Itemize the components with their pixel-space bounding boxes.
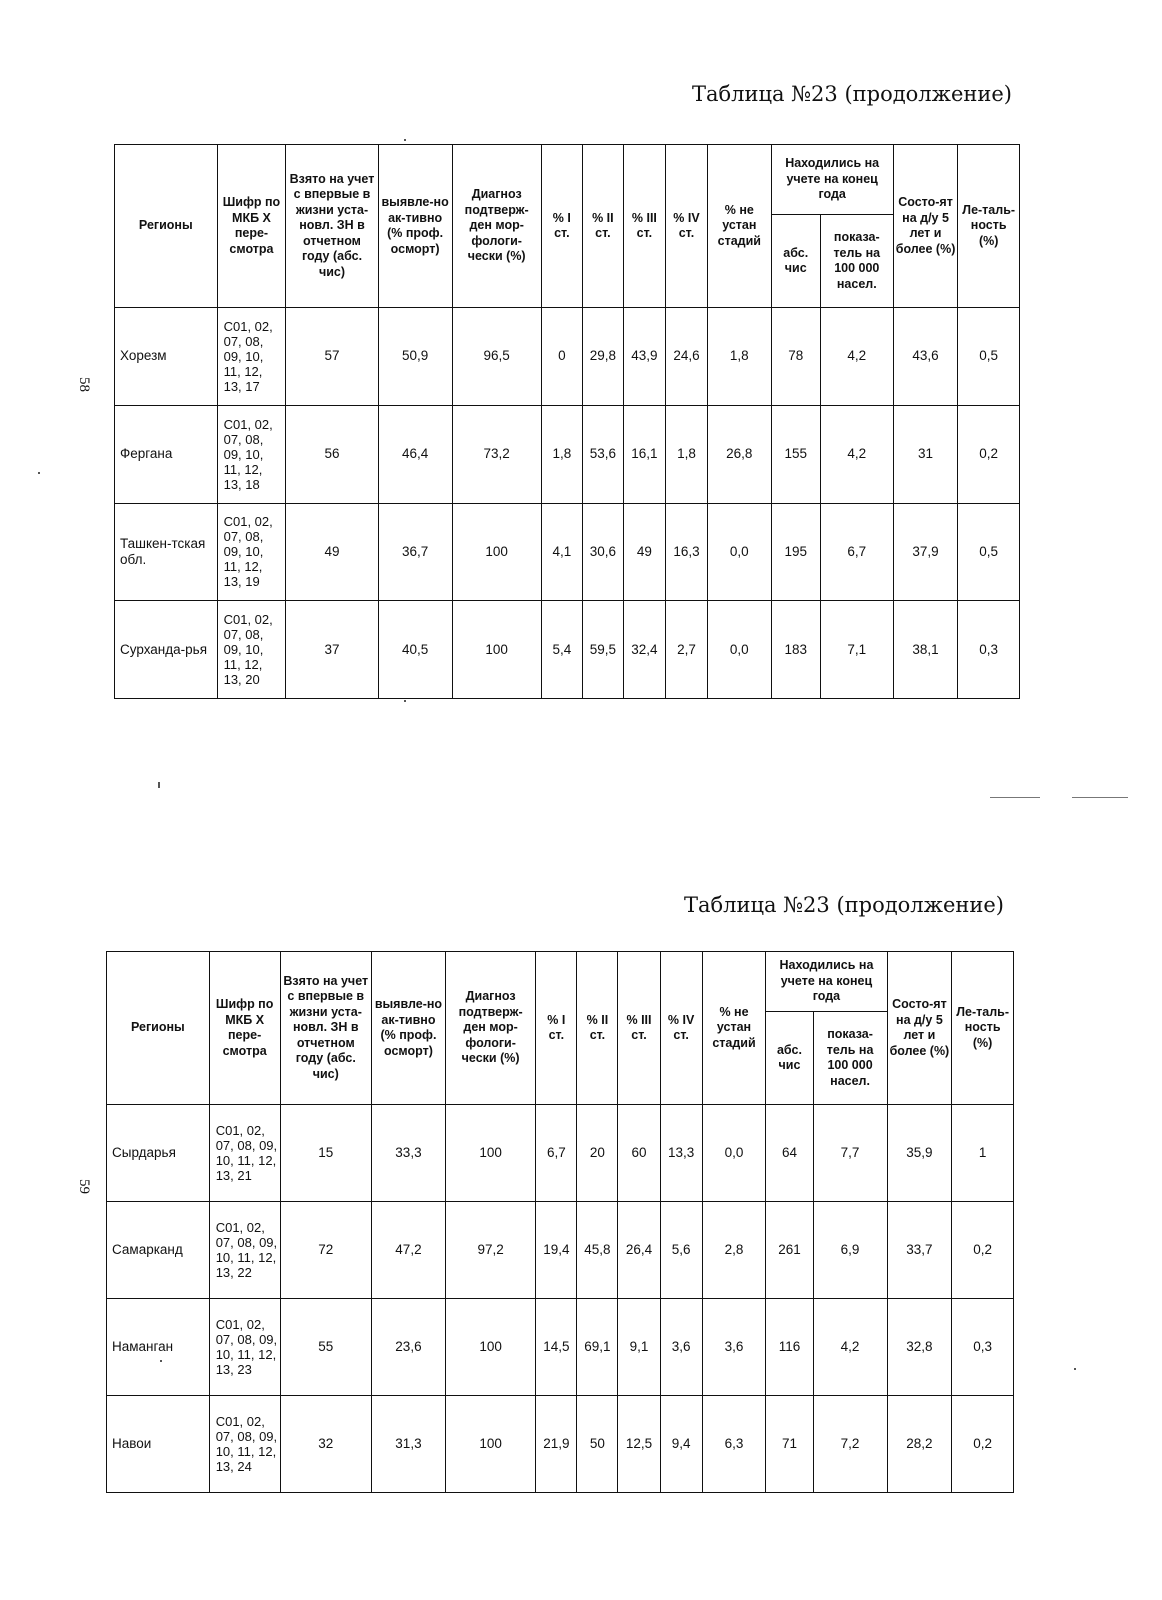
page-number-58: 58	[76, 377, 92, 392]
stage-2-cell: 30,6	[582, 503, 623, 601]
region-cell: Наманган	[107, 1299, 210, 1396]
header-code: Шифр по МКБ Х пере-смотра	[217, 145, 286, 308]
unstaged-cell: 0,0	[702, 1105, 766, 1202]
header-unstaged: % не устан стадий	[702, 952, 766, 1105]
stage-2-cell: 45,8	[577, 1202, 618, 1299]
stage-1-cell: 21,9	[536, 1396, 577, 1493]
stage-3-cell: 16,1	[623, 405, 665, 503]
header-registered-abs: абс. чис	[771, 215, 820, 308]
taken-cell: 55	[280, 1299, 371, 1396]
registered-abs-cell: 155	[771, 405, 820, 503]
taken-cell: 72	[280, 1202, 371, 1299]
header-region: Регионы	[115, 145, 218, 308]
taken-cell: 32	[280, 1396, 371, 1493]
stage-4-cell: 13,3	[660, 1105, 702, 1202]
registered-rate-cell: 4,2	[820, 405, 893, 503]
unstaged-cell: 26,8	[708, 405, 772, 503]
header-stage-2: % II ст.	[577, 952, 618, 1105]
registered-rate-cell: 6,9	[813, 1202, 887, 1299]
registered-abs-cell: 71	[766, 1396, 813, 1493]
stage-3-cell: 26,4	[618, 1202, 660, 1299]
region-cell: Самарканд	[107, 1202, 210, 1299]
stage-1-cell: 1,8	[541, 405, 582, 503]
morph-cell: 100	[445, 1105, 535, 1202]
active-cell: 46,4	[378, 405, 452, 503]
registered-abs-cell: 261	[766, 1202, 813, 1299]
region-cell: Сурханда-рья	[115, 601, 218, 699]
icd-code-cell: C01, 02, 07, 08, 09, 10, 11, 12, 13, 23	[209, 1299, 280, 1396]
header-five-year: Состо-ят на д/у 5 лет и более (%)	[893, 145, 958, 308]
lethality-cell: 0,2	[952, 1396, 1014, 1493]
five-year-cell: 38,1	[893, 601, 958, 699]
five-year-cell: 33,7	[887, 1202, 952, 1299]
stage-2-cell: 53,6	[582, 405, 623, 503]
stage-2-cell: 20	[577, 1105, 618, 1202]
stage-4-cell: 24,6	[665, 308, 707, 406]
stage-1-cell: 0	[541, 308, 582, 406]
stage-3-cell: 12,5	[618, 1396, 660, 1493]
table-row	[115, 308, 1020, 406]
icd-code-cell: C01, 02, 07, 08, 09, 10, 11, 12, 13, 21	[209, 1105, 280, 1202]
unstaged-cell: 3,6	[702, 1299, 766, 1396]
header-unstaged: % не устан стадий	[708, 145, 772, 308]
taken-cell: 57	[286, 308, 378, 406]
morph-cell: 97,2	[445, 1202, 535, 1299]
icd-code-cell: C01, 02, 07, 08, 09, 10, 11, 12, 13, 24	[209, 1396, 280, 1493]
table-caption-bottom: Таблица №23 (продолжение)	[683, 893, 1004, 917]
table-row	[115, 405, 1020, 503]
active-cell: 40,5	[378, 601, 452, 699]
header-taken: Взято на учет с впервые в жизни уста-новл. ЗН в отчетном году (абс. чис)	[286, 145, 378, 308]
active-cell: 31,3	[371, 1396, 445, 1493]
unstaged-cell: 0,0	[708, 503, 772, 601]
stage-4-cell: 2,7	[665, 601, 707, 699]
header-lethality: Ле-таль-ность (%)	[952, 952, 1014, 1105]
unstaged-cell: 2,8	[702, 1202, 766, 1299]
stage-3-cell: 32,4	[623, 601, 665, 699]
morph-cell: 100	[452, 503, 541, 601]
unstaged-cell: 1,8	[708, 308, 772, 406]
header-region: Регионы	[107, 952, 210, 1105]
icd-code-cell: C01, 02, 07, 08, 09, 10, 11, 12, 13, 17	[217, 308, 286, 406]
morph-cell: 100	[445, 1396, 535, 1493]
region-cell: Навои	[107, 1396, 210, 1493]
stage-1-cell: 6,7	[536, 1105, 577, 1202]
active-cell: 36,7	[378, 503, 452, 601]
stage-2-cell: 50	[577, 1396, 618, 1493]
stage-1-cell: 14,5	[536, 1299, 577, 1396]
lethality-cell: 0,5	[958, 308, 1020, 406]
stage-2-cell: 59,5	[582, 601, 623, 699]
table-row	[107, 1299, 1014, 1396]
header-registered-abs: абс. чис	[766, 1012, 813, 1105]
data-table-bottom	[106, 951, 1014, 1493]
header-registered: Находились на учете на конец года	[766, 952, 887, 1012]
unstaged-cell: 0,0	[708, 601, 772, 699]
stage-3-cell: 9,1	[618, 1299, 660, 1396]
stage-3-cell: 49	[623, 503, 665, 601]
header-stage-4: % IV ст.	[660, 952, 702, 1105]
icd-code-cell: C01, 02, 07, 08, 09, 10, 11, 12, 13, 18	[217, 405, 286, 503]
lethality-cell: 1	[952, 1105, 1014, 1202]
stage-4-cell: 16,3	[665, 503, 707, 601]
registered-rate-cell: 7,7	[813, 1105, 887, 1202]
stage-4-cell: 5,6	[660, 1202, 702, 1299]
stage-2-cell: 69,1	[577, 1299, 618, 1396]
unstaged-cell: 6,3	[702, 1396, 766, 1493]
table-row	[115, 601, 1020, 699]
table-row	[107, 1396, 1014, 1493]
header-stage-1: % I ст.	[536, 952, 577, 1105]
morph-cell: 100	[445, 1299, 535, 1396]
five-year-cell: 37,9	[893, 503, 958, 601]
taken-cell: 37	[286, 601, 378, 699]
lethality-cell: 0,5	[958, 503, 1020, 601]
icd-code-cell: C01, 02, 07, 08, 09, 10, 11, 12, 13, 22	[209, 1202, 280, 1299]
header-active: выявле-но ак-тивно (% проф. осморт)	[371, 952, 445, 1105]
active-cell: 47,2	[371, 1202, 445, 1299]
stage-4-cell: 3,6	[660, 1299, 702, 1396]
lethality-cell: 0,3	[958, 601, 1020, 699]
taken-cell: 49	[286, 503, 378, 601]
taken-cell: 56	[286, 405, 378, 503]
page-number-59: 59	[76, 1179, 92, 1194]
registered-rate-cell: 4,2	[820, 308, 893, 406]
header-stage-3: % III ст.	[618, 952, 660, 1105]
five-year-cell: 28,2	[887, 1396, 952, 1493]
icd-code-cell: C01, 02, 07, 08, 09, 10, 11, 12, 13, 19	[217, 503, 286, 601]
header-morph: Диагноз подтверж-ден мор-фологи-чески (%)	[452, 145, 541, 308]
header-stage-2: % II ст.	[582, 145, 623, 308]
region-cell: Ташкен-тская обл.	[115, 503, 218, 601]
header-morph: Диагноз подтверж-ден мор-фологи-чески (%)	[445, 952, 535, 1105]
lethality-cell: 0,2	[952, 1202, 1014, 1299]
icd-code-cell: C01, 02, 07, 08, 09, 10, 11, 12, 13, 20	[217, 601, 286, 699]
region-cell: Фергана	[115, 405, 218, 503]
registered-abs-cell: 64	[766, 1105, 813, 1202]
registered-rate-cell: 6,7	[820, 503, 893, 601]
stage-1-cell: 19,4	[536, 1202, 577, 1299]
active-cell: 23,6	[371, 1299, 445, 1396]
header-active: выявле-но ак-тивно (% проф. осморт)	[378, 145, 452, 308]
registered-abs-cell: 78	[771, 308, 820, 406]
region-cell: Сырдарья	[107, 1105, 210, 1202]
header-registered-rate: показа-тель на 100 000 насел.	[820, 215, 893, 308]
morph-cell: 96,5	[452, 308, 541, 406]
five-year-cell: 32,8	[887, 1299, 952, 1396]
stage-4-cell: 9,4	[660, 1396, 702, 1493]
registered-rate-cell: 4,2	[813, 1299, 887, 1396]
header-registered: Находились на учете на конец года	[771, 145, 893, 215]
table-row	[115, 503, 1020, 601]
stage-3-cell: 60	[618, 1105, 660, 1202]
data-table-top	[114, 144, 1020, 699]
registered-abs-cell: 195	[771, 503, 820, 601]
registered-rate-cell: 7,1	[820, 601, 893, 699]
table-caption-top: Таблица №23 (продолжение)	[691, 82, 1012, 106]
region-cell: Хорезм	[115, 308, 218, 406]
active-cell: 50,9	[378, 308, 452, 406]
header-stage-3: % III ст.	[623, 145, 665, 308]
five-year-cell: 31	[893, 405, 958, 503]
stage-1-cell: 4,1	[541, 503, 582, 601]
registered-abs-cell: 183	[771, 601, 820, 699]
header-five-year: Состо-ят на д/у 5 лет и более (%)	[887, 952, 952, 1105]
registered-rate-cell: 7,2	[813, 1396, 887, 1493]
table-row	[107, 1105, 1014, 1202]
lethality-cell: 0,3	[952, 1299, 1014, 1396]
five-year-cell: 35,9	[887, 1105, 952, 1202]
lethality-cell: 0,2	[958, 405, 1020, 503]
morph-cell: 100	[452, 601, 541, 699]
active-cell: 33,3	[371, 1105, 445, 1202]
stage-2-cell: 29,8	[582, 308, 623, 406]
taken-cell: 15	[280, 1105, 371, 1202]
header-stage-4: % IV ст.	[665, 145, 707, 308]
morph-cell: 73,2	[452, 405, 541, 503]
header-registered-rate: показа-тель на 100 000 насел.	[813, 1012, 887, 1105]
table-row	[107, 1202, 1014, 1299]
header-stage-1: % I ст.	[541, 145, 582, 308]
registered-abs-cell: 116	[766, 1299, 813, 1396]
stage-4-cell: 1,8	[665, 405, 707, 503]
header-code: Шифр по МКБ Х пере-смотра	[209, 952, 280, 1105]
header-lethality: Ле-таль-ность (%)	[958, 145, 1020, 308]
five-year-cell: 43,6	[893, 308, 958, 406]
header-taken: Взято на учет с впервые в жизни уста-новл. ЗН в отчетном году (абс. чис)	[280, 952, 371, 1105]
stage-3-cell: 43,9	[623, 308, 665, 406]
stage-1-cell: 5,4	[541, 601, 582, 699]
